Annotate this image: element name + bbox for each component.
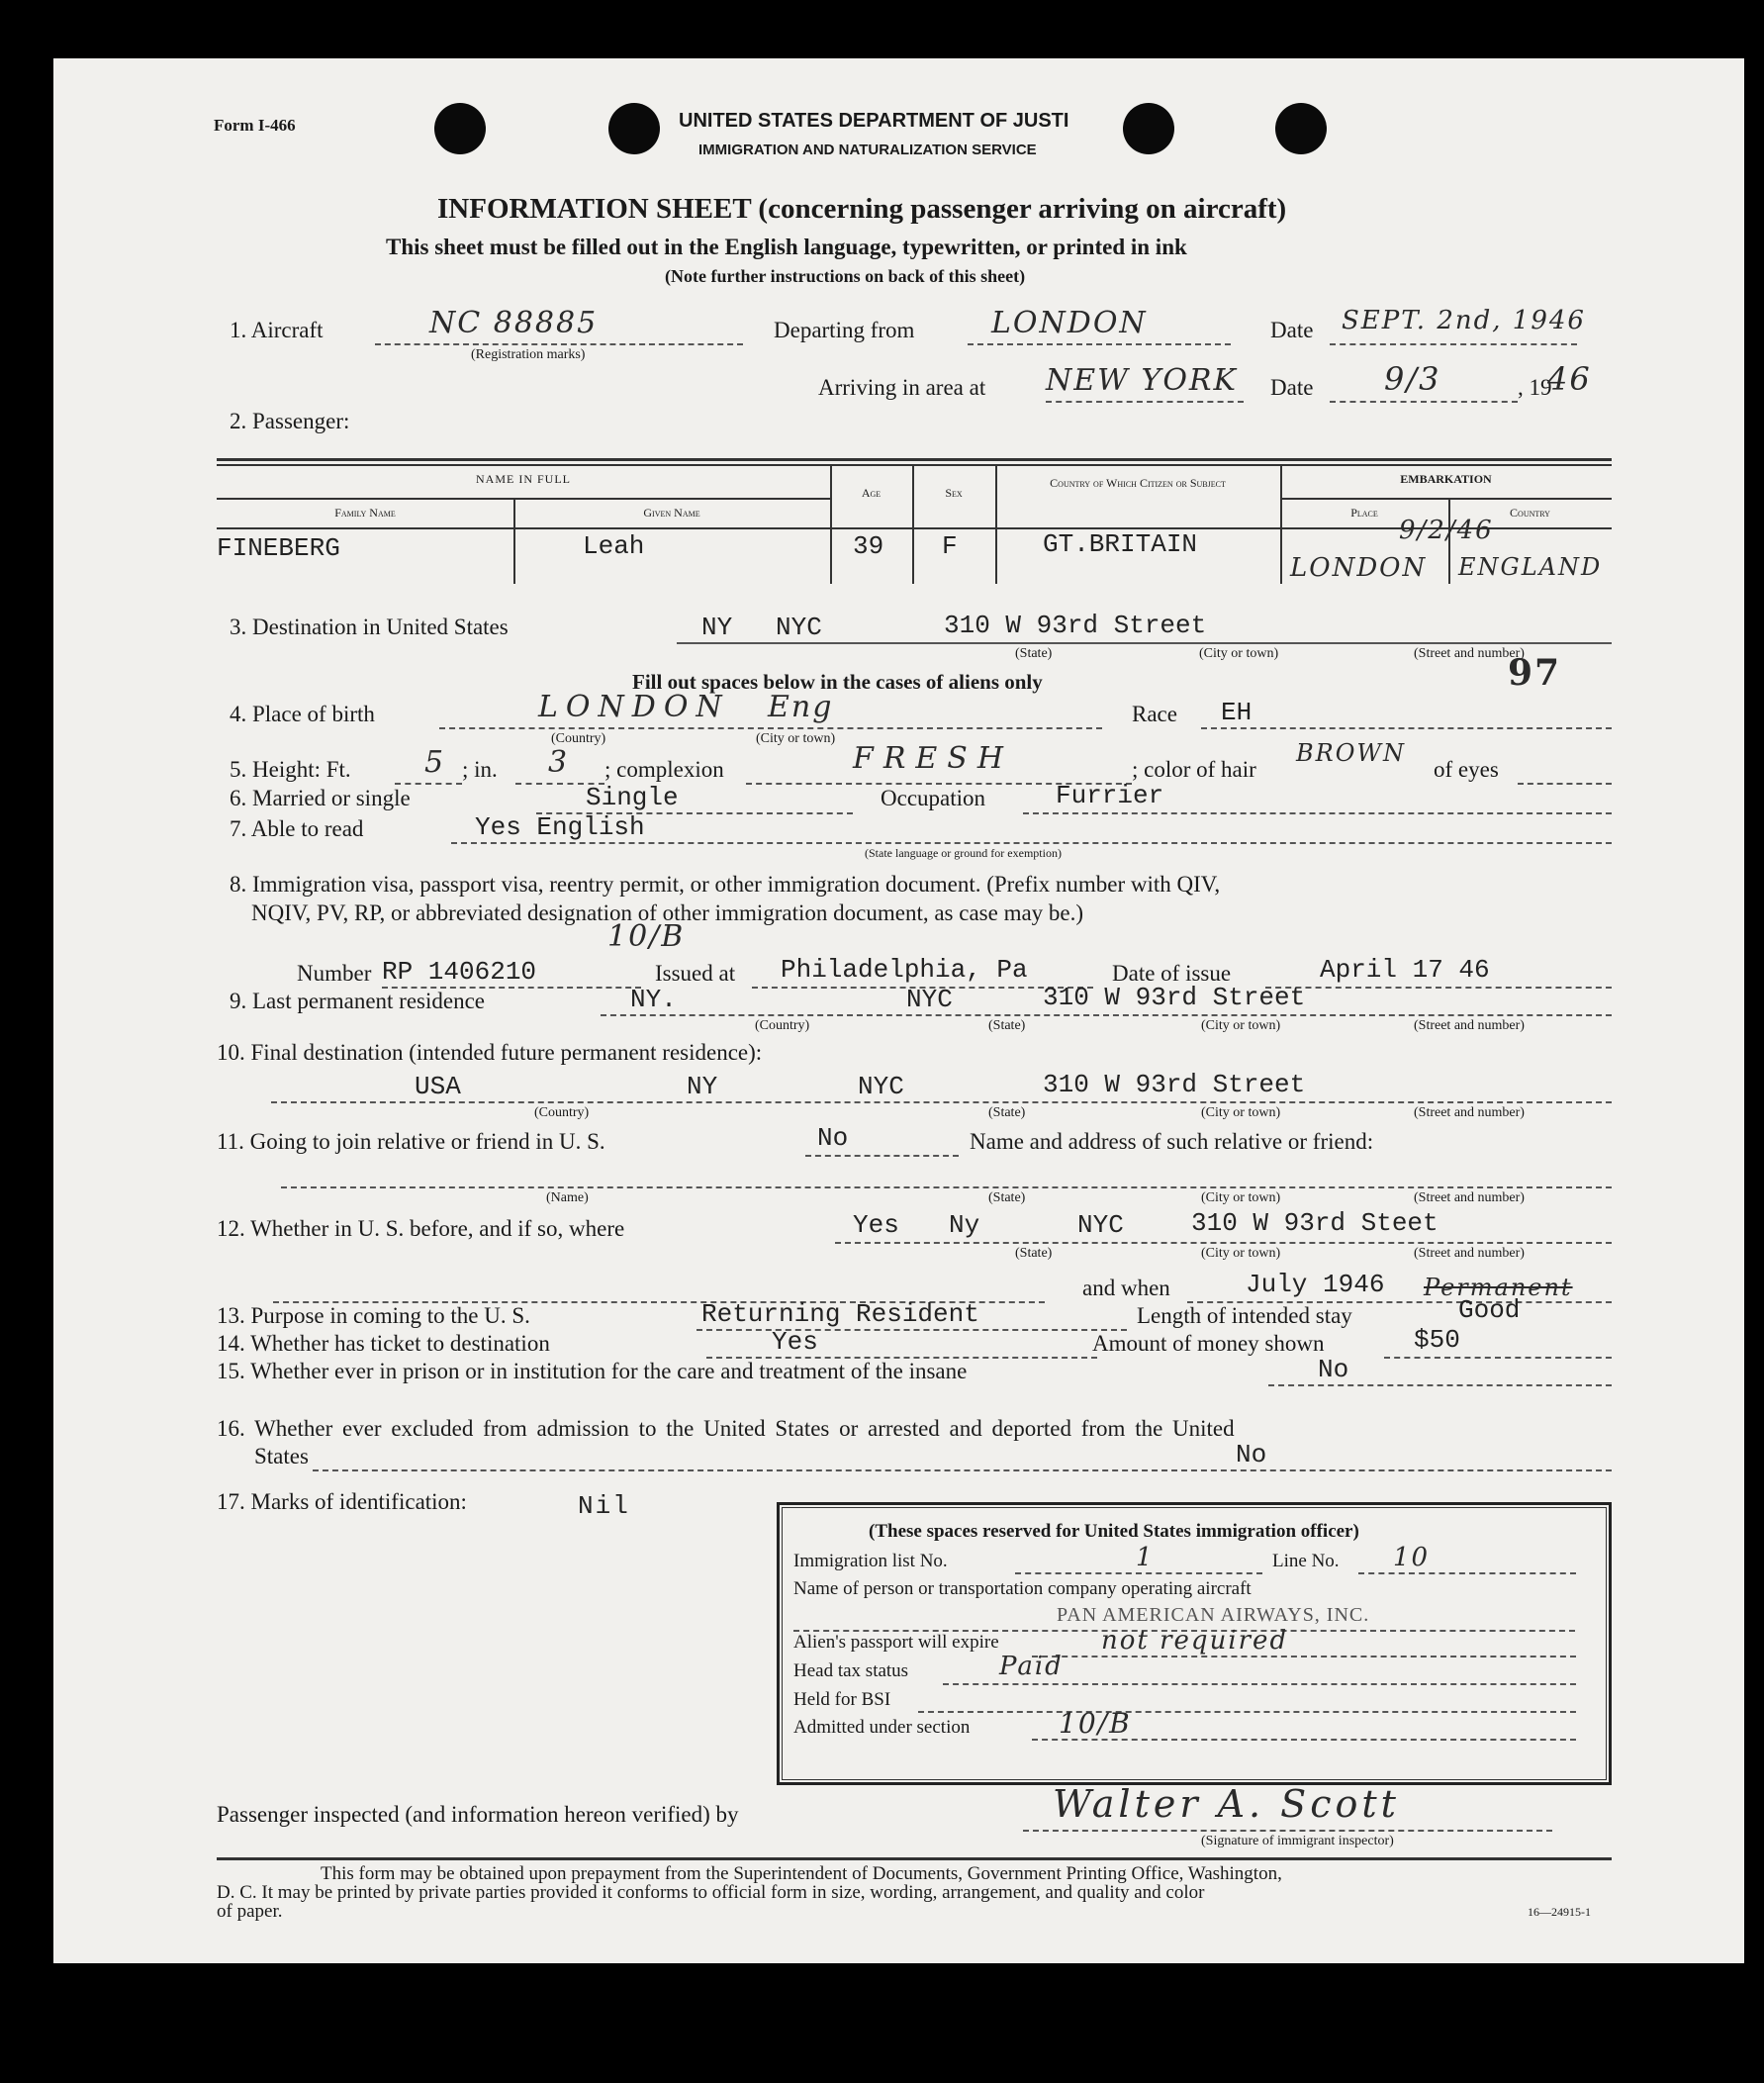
money-line: [1384, 1357, 1612, 1359]
marital-value: Single: [586, 783, 679, 812]
embark-date-value: 9/2/46: [1399, 516, 1494, 545]
departing-line: [968, 343, 1231, 345]
departing-value: LONDON: [991, 306, 1148, 340]
prison-label: 15. Whether ever in prison or in institution for the care and treatment of the insane: [217, 1359, 968, 1383]
date-arrive-line: [1330, 401, 1518, 403]
prior-visit-label: 12. Whether in U. S. before, and if so, where: [217, 1216, 625, 1241]
money-value: $50: [1414, 1325, 1460, 1355]
head-tax-value: Paid: [999, 1652, 1064, 1681]
section-value: 10/B: [1059, 1707, 1132, 1740]
aircraft-label: 1. Aircraft: [230, 318, 324, 342]
place-header: Place: [1350, 506, 1378, 520]
punch-hole: [1123, 103, 1174, 154]
signature-line: [1023, 1830, 1552, 1832]
relative-name-label: Name and address of such relative or friend:: [970, 1129, 1374, 1154]
footer-line2: D. C. It may be printed by private parties provided it conforms to official form in size, wording, arrangement, and quality and color: [217, 1882, 1205, 1903]
eyes-line: [1518, 783, 1612, 785]
arriving-line: [1046, 401, 1244, 403]
date-depart-line: [1330, 343, 1577, 345]
excluded-label-line1: 16. Whether ever excluded from admission to the United States or arrested and deported from the United: [217, 1416, 1235, 1441]
sex-header: Sex: [945, 486, 963, 500]
final-caption-city: (City or town): [1201, 1105, 1281, 1120]
final-country: USA: [415, 1072, 461, 1101]
form-code: 16—24915-1: [1528, 1905, 1591, 1919]
height-label: 5. Height: Ft.: [230, 757, 351, 782]
aliens-note: Fill out spaces below in the cases of aliens only: [632, 670, 1043, 694]
final-state: NY: [687, 1072, 718, 1101]
passenger-label: 2. Passenger:: [230, 409, 350, 433]
age-header: Age: [861, 486, 882, 500]
excluded-label-line2: States: [254, 1444, 309, 1468]
name-in-full-header: NAME IN FULL: [476, 472, 571, 486]
citizen-country-value: GT.BRITAIN: [1043, 529, 1198, 559]
line-no-value: 10: [1393, 1543, 1431, 1572]
date-issue-label: Date of issue: [1112, 961, 1232, 986]
prior-when-value: July 1946: [1246, 1270, 1385, 1299]
service-name: IMMIGRATION AND NATURALIZATION SERVICE: [698, 142, 1037, 158]
birth-label: 4. Place of birth: [230, 702, 375, 726]
final-caption-state: (State): [988, 1105, 1026, 1120]
embarkation-header: EMBARKATION: [1400, 472, 1492, 486]
age-value: 39: [853, 531, 884, 561]
date-arrive-value: 9/3: [1384, 360, 1441, 398]
officer-box: [777, 1502, 1612, 1785]
inspection-label: Passenger inspected (and information hereon verified) by: [217, 1802, 739, 1827]
date-depart-value: SEPT. 2nd, 1946: [1342, 306, 1586, 335]
stay-label: Length of intended stay: [1137, 1303, 1352, 1328]
embark-place-value: LONDON: [1290, 553, 1428, 583]
given-name-header: Given Name: [643, 506, 700, 520]
prison-value: No: [1318, 1355, 1349, 1384]
residence-label: 9. Last permanent residence: [230, 989, 485, 1013]
head-tax-label: Head tax status: [793, 1660, 909, 1681]
race-line: [1201, 727, 1612, 729]
join-relative-label: 11. Going to join relative or friend in U. S.: [217, 1129, 605, 1154]
hair-value: BROWN: [1296, 739, 1407, 767]
final-destination-label: 10. Final destination (intended future permanent residence):: [217, 1040, 763, 1065]
punch-hole: [1275, 103, 1327, 154]
prior-annotation: Permanent: [1424, 1274, 1573, 1301]
birth-line: [439, 727, 1102, 729]
occupation-label: Occupation: [881, 786, 986, 810]
final-caption-street: (Street and number): [1414, 1105, 1525, 1120]
occupation-line: [1023, 812, 1612, 814]
join-relative-line: [805, 1155, 959, 1157]
date-issue-line: [1265, 987, 1612, 989]
ticket-label: 14. Whether has ticket to destination: [217, 1331, 550, 1356]
date-depart-label: Date: [1270, 318, 1314, 342]
join-relative-value: No: [817, 1123, 849, 1153]
final-street: 310 W 93rd Street: [1043, 1070, 1306, 1099]
inspector-signature: Walter A. Scott: [1053, 1782, 1400, 1826]
prior-visit-street: 310 W 93rd Steet: [1191, 1208, 1439, 1238]
relative-caption-street: (Street and number): [1414, 1190, 1525, 1205]
prior-visit-state: Ny: [949, 1210, 980, 1240]
visa-number-label: Number: [297, 961, 372, 986]
relative-address-line: [281, 1186, 1612, 1188]
instruction-note: (Note further instructions on back of this sheet): [665, 266, 1026, 286]
residence-state: NYC: [906, 985, 953, 1014]
footer-line3: of paper.: [217, 1901, 283, 1922]
passport-expire-value: not required: [1101, 1626, 1289, 1656]
identification-value: Nil: [578, 1491, 630, 1521]
registration-caption: (Registration marks): [471, 347, 586, 362]
prior-caption-street: (Street and number): [1414, 1246, 1525, 1261]
purpose-line: [696, 1329, 1127, 1331]
excluded-line: [313, 1469, 1612, 1471]
given-name-value: Leah: [583, 531, 645, 561]
birth-city-caption: (City or town): [756, 731, 836, 746]
footer-rule: [217, 1857, 1612, 1860]
bsi-line: [918, 1711, 1576, 1713]
purpose-label: 13. Purpose in coming to the U. S.: [217, 1303, 530, 1328]
list-no-value: 1: [1136, 1543, 1155, 1572]
prison-line: [1268, 1384, 1612, 1386]
section-label: Admitted under section: [793, 1717, 971, 1738]
height-in-label: ; in.: [462, 757, 498, 782]
complexion-label: ; complexion: [604, 757, 724, 782]
list-no-line: [1015, 1572, 1262, 1574]
residence-city: 310 W 93rd Street: [1043, 983, 1306, 1012]
embark-country-header: Country: [1510, 506, 1550, 520]
relative-caption-name: (Name): [546, 1190, 589, 1205]
destination-street: 310 W 93rd Street: [944, 611, 1207, 640]
list-no-label: Immigration list No.: [793, 1551, 948, 1571]
form-number: Form I-466: [214, 116, 296, 135]
visa-annotation: 10/B: [607, 919, 686, 954]
family-name-value: FINEBERG: [217, 533, 340, 563]
identification-label: 17. Marks of identification:: [217, 1489, 467, 1514]
year-arrive-value: 46: [1547, 360, 1592, 398]
line-no-line: [1358, 1572, 1576, 1574]
citizen-country-header: Country of Which Citizen or Subject: [1050, 476, 1226, 490]
complexion-value: FRESH: [853, 741, 1014, 776]
destination-line: [677, 642, 1612, 644]
page-title: INFORMATION SHEET (concerning passenger arriving on aircraft): [437, 193, 1287, 225]
stay-value: Good: [1458, 1295, 1521, 1325]
read-label: 7. Able to read: [230, 816, 364, 841]
read-caption: (State language or ground for exemption): [865, 846, 1062, 860]
sex-value: F: [942, 531, 958, 561]
birth-country-caption: (Country): [551, 731, 606, 746]
hair-label: ; color of hair: [1132, 757, 1256, 782]
family-name-header: Family Name: [334, 506, 396, 520]
purpose-value: Returning Resident: [701, 1299, 979, 1329]
table-name-rule: [217, 498, 830, 500]
issued-at-label: Issued at: [655, 961, 736, 986]
money-label: Amount of money shown: [1092, 1331, 1325, 1356]
final-caption-country: (Country): [534, 1105, 590, 1120]
ticket-value: Yes: [772, 1327, 818, 1357]
read-line: [451, 842, 1612, 844]
prior-caption-city: (City or town): [1201, 1246, 1281, 1261]
form-sheet: [53, 58, 1744, 1963]
prior-visit-city: NYC: [1077, 1210, 1124, 1240]
operator-stamp: PAN AMERICAN AIRWAYS, INC.: [1057, 1604, 1370, 1626]
arriving-value: NEW YORK: [1046, 363, 1238, 398]
prior-visit-line: [835, 1242, 1612, 1244]
caption-street: (Street and number): [1414, 646, 1525, 661]
residence-line: [601, 1014, 1612, 1016]
line-no-label: Line No.: [1272, 1551, 1340, 1571]
visa-label-line2: NQIV, PV, RP, or abbreviated designation of other immigration document, as case may be.): [251, 900, 1084, 925]
year-prefix: , 19: [1518, 375, 1552, 400]
relative-caption-state: (State): [988, 1190, 1026, 1205]
table-embark-rule: [1280, 498, 1612, 500]
footer-line1: This form may be obtained upon prepayment from the Superintendent of Documents, Government Printing Office, Washington,: [321, 1863, 1282, 1884]
caption-city: (City or town): [1199, 646, 1279, 661]
punch-hole: [608, 103, 660, 154]
residence-caption-country: (Country): [755, 1018, 810, 1033]
height-in-value: 3: [548, 745, 570, 780]
eyes-label: of eyes: [1434, 757, 1499, 782]
table-divider: [830, 464, 832, 584]
operator-label: Name of person or transportation company operating aircraft: [793, 1578, 1252, 1599]
residence-country: NY.: [630, 985, 677, 1014]
passport-expire-label: Alien's passport will expire: [793, 1632, 999, 1653]
visa-label-line1: 8. Immigration visa, passport visa, reentry permit, or other immigration document. (Prefix number with QIV,: [230, 872, 1221, 897]
prior-when-label: and when: [1082, 1276, 1170, 1300]
prior-visit-yes: Yes: [853, 1210, 899, 1240]
issued-at-value: Philadelphia, Pa: [781, 955, 1028, 985]
read-value: Yes English: [475, 812, 645, 842]
relative-caption-city: (City or town): [1201, 1190, 1281, 1205]
occupation-value: Furrier: [1056, 781, 1164, 810]
excluded-value: No: [1236, 1440, 1267, 1469]
arriving-label: Arriving in area at: [818, 375, 986, 400]
race-value: EH: [1221, 698, 1253, 727]
date-issue-value: April 17 46: [1320, 955, 1490, 985]
head-tax-line: [943, 1683, 1576, 1685]
date-arrive-label: Date: [1270, 375, 1314, 400]
aircraft-value: NC 88885: [429, 306, 599, 340]
final-city: NYC: [858, 1072, 904, 1101]
embark-country-value: ENGLAND: [1458, 553, 1603, 581]
department-name: UNITED STATES DEPARTMENT OF JUSTI: [679, 110, 1069, 132]
table-divider: [912, 464, 914, 584]
height-ft-line: [395, 783, 462, 785]
destination-label: 3. Destination in United States: [230, 615, 509, 639]
page-subtitle: This sheet must be filled out in the English language, typewritten, or printed in ink: [386, 235, 1187, 259]
caption-state: (State): [1015, 646, 1053, 661]
destination-state: NY: [701, 613, 733, 642]
table-divider: [995, 464, 997, 584]
signature-caption: (Signature of immigrant inspector): [1201, 1834, 1394, 1848]
aircraft-line: [375, 343, 743, 345]
margin-number: 97: [1508, 652, 1562, 694]
prior-caption-state: (State): [1015, 1246, 1053, 1261]
birth-country-value: LONDON: [538, 690, 730, 724]
marital-label: 6. Married or single: [230, 786, 411, 810]
visa-number-value: RP 1406210: [382, 957, 537, 987]
residence-caption-city: (City or town): [1201, 1018, 1281, 1033]
table-top-rule: [217, 458, 1612, 461]
residence-caption-state: (State): [988, 1018, 1026, 1033]
punch-hole: [434, 103, 486, 154]
passport-expire-line: [1032, 1656, 1576, 1657]
height-ft-value: 5: [424, 745, 446, 780]
final-destination-line: [271, 1101, 1612, 1103]
bsi-label: Held for BSI: [793, 1689, 891, 1710]
residence-caption-street: (Street and number): [1414, 1018, 1525, 1033]
officer-box-title: (These spaces reserved for United States immigration officer): [869, 1521, 1359, 1542]
birth-city-value: Eng: [768, 690, 834, 724]
departing-label: Departing from: [774, 318, 915, 342]
race-label: Race: [1132, 702, 1177, 726]
table-top-rule: [217, 464, 1612, 466]
destination-city: NYC: [776, 613, 822, 642]
